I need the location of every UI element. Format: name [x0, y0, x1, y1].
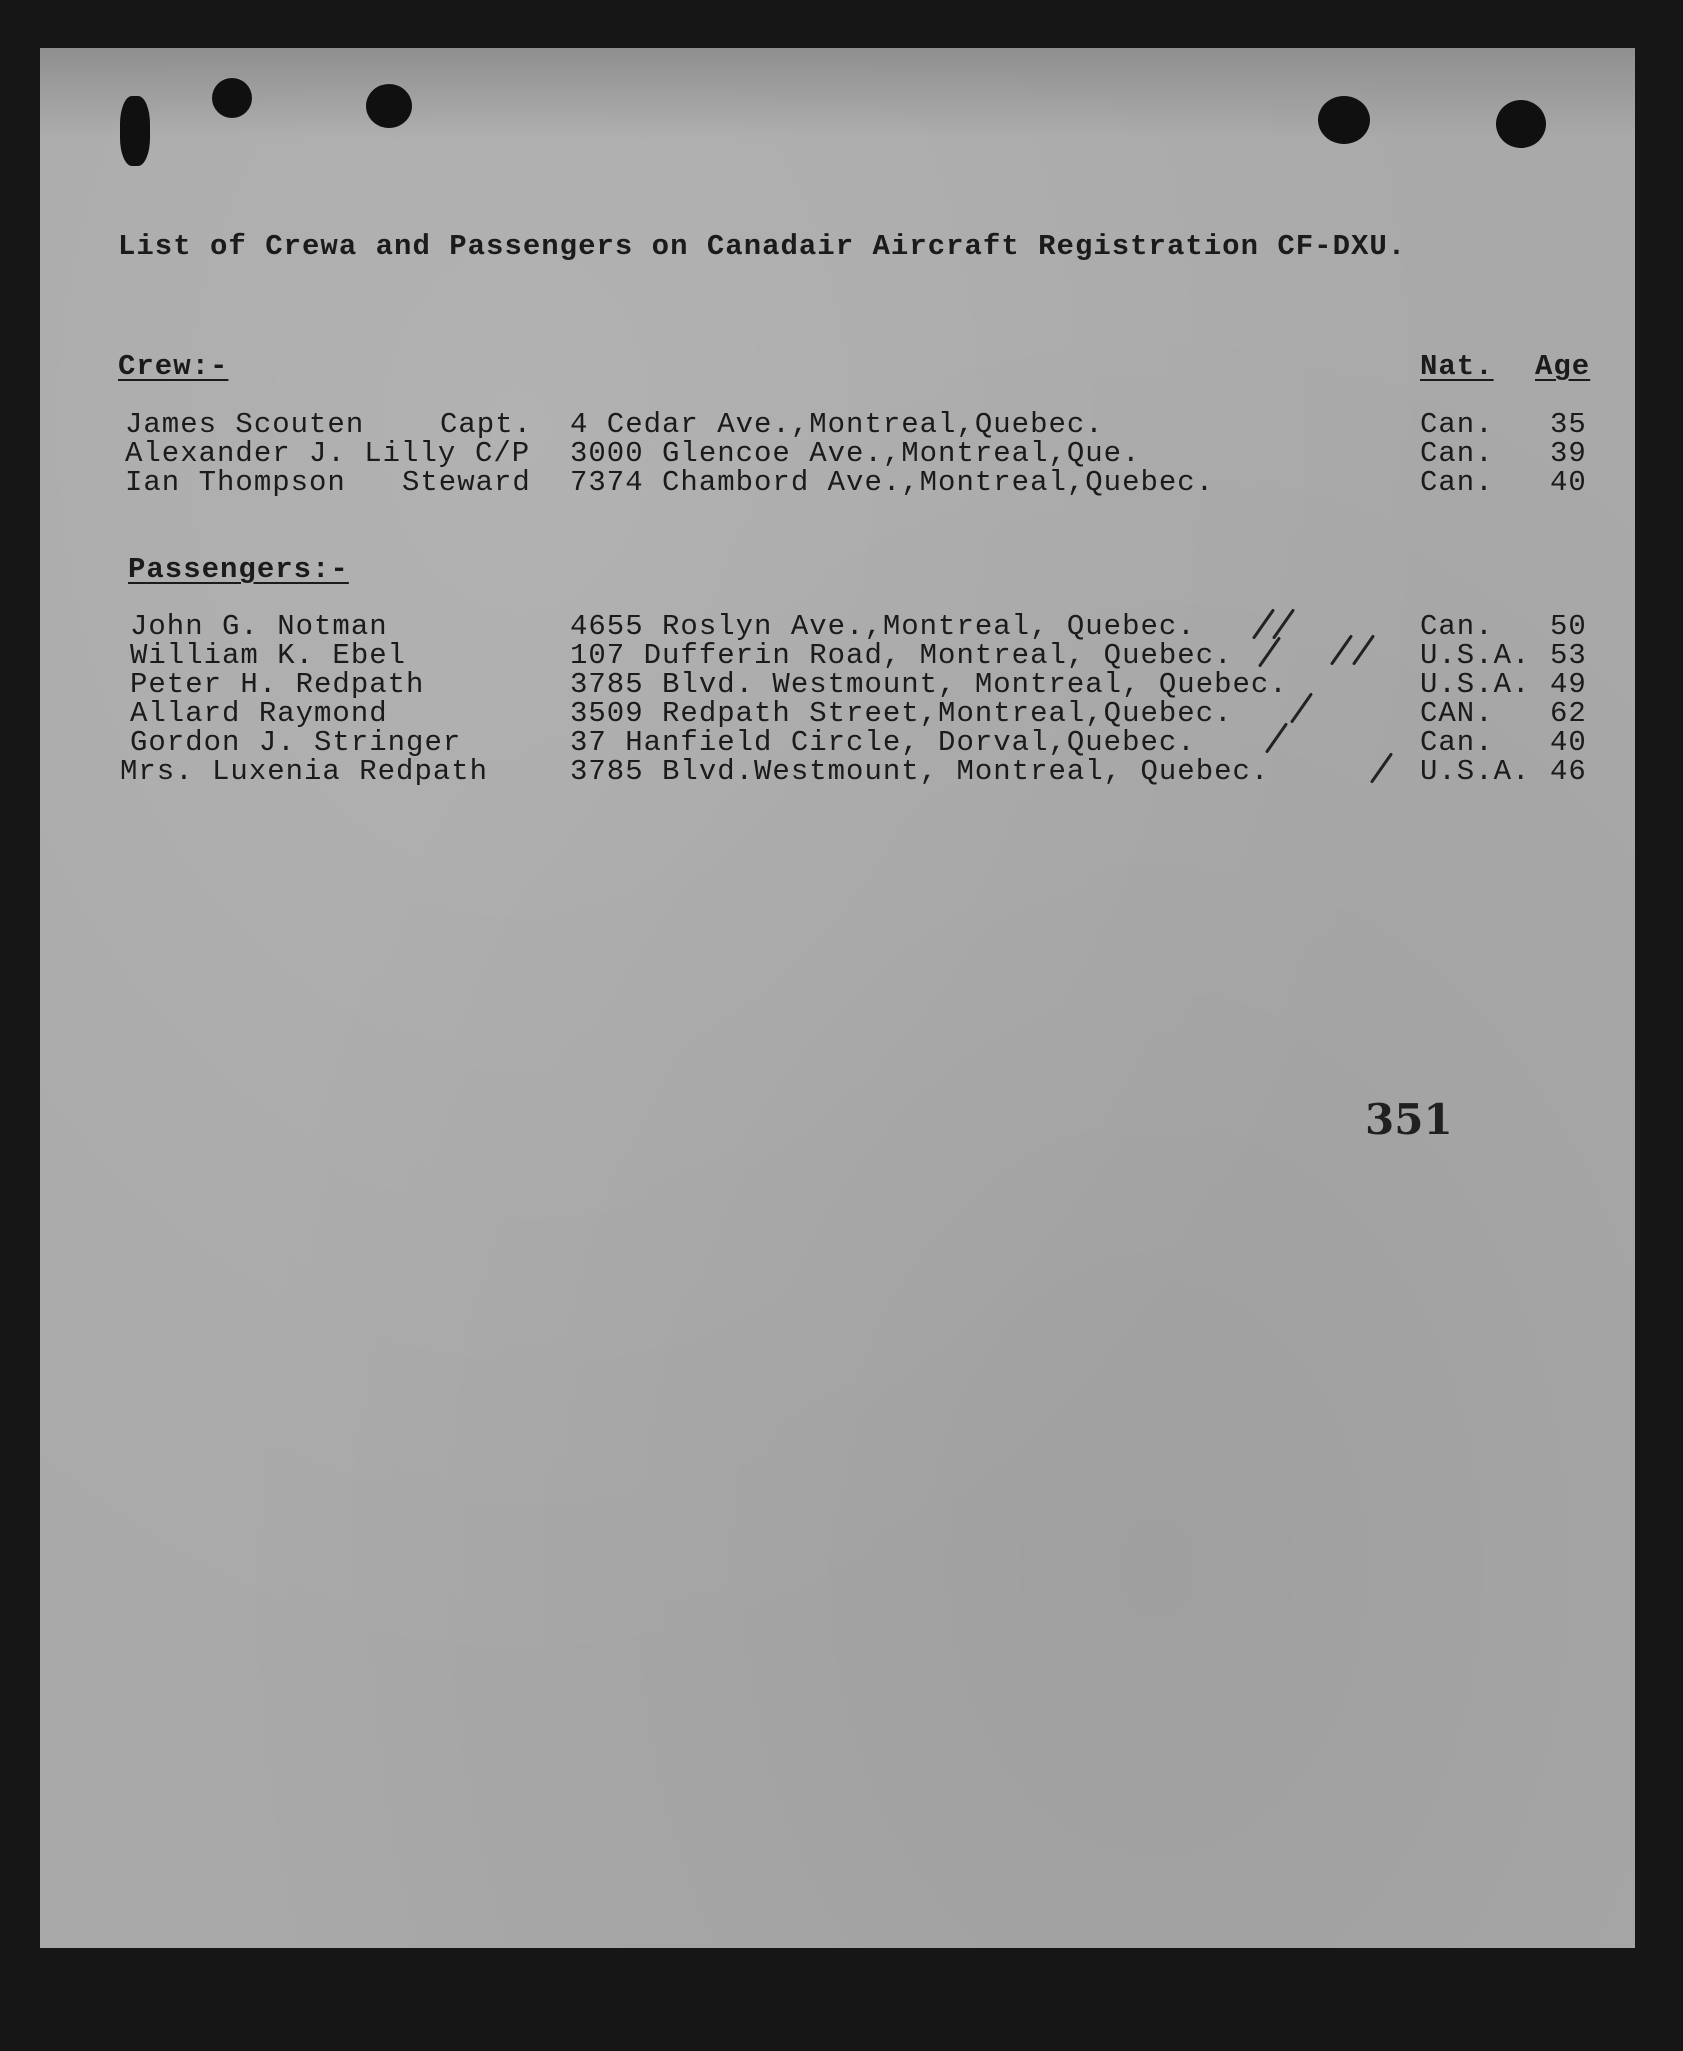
crew-heading: Crew:-	[118, 350, 229, 383]
crew-role: Steward	[402, 466, 531, 499]
passengers-heading: Passengers:-	[128, 553, 349, 586]
passenger-age: 46	[1550, 755, 1587, 788]
passenger-nationality: Can.	[1420, 726, 1494, 759]
passenger-name: William K. Ebel	[130, 639, 407, 672]
passenger-nationality: U.S.A.	[1420, 639, 1531, 672]
crew-name: Ian Thompson	[125, 466, 346, 499]
age-column-heading: Age	[1535, 350, 1591, 383]
crew-nationality: Can.	[1420, 408, 1494, 441]
paper-top-shadow	[40, 48, 1635, 138]
crew-age: 40	[1550, 466, 1587, 499]
punch-hole-2	[366, 84, 412, 128]
torn-edge-left	[120, 96, 150, 166]
nat-column-heading: Nat.	[1420, 350, 1494, 383]
passenger-address: 3785 Blvd. Westmount, Montreal, Quebec.	[570, 668, 1288, 701]
crew-address: 4 Cedar Ave.,Montreal,Quebec.	[570, 408, 1104, 441]
crew-role: C/P	[475, 437, 531, 470]
passenger-name: Peter H. Redpath	[130, 668, 425, 701]
passenger-nationality: U.S.A.	[1420, 755, 1531, 788]
passenger-age: 49	[1550, 668, 1587, 701]
crew-name: James Scouten	[125, 408, 365, 441]
passenger-address: 3509 Redpath Street,Montreal,Quebec.	[570, 697, 1233, 730]
document-page	[40, 48, 1635, 1948]
passenger-age: 40	[1550, 726, 1587, 759]
crew-role: Capt.	[440, 408, 533, 441]
passenger-name: John G. Notman	[130, 610, 388, 643]
passenger-address: 3785 Blvd.Westmount, Montreal, Quebec.	[570, 755, 1270, 788]
page-number: 351	[1365, 1095, 1453, 1144]
crew-name: Alexander J. Lilly	[125, 437, 457, 470]
punch-hole-1	[212, 78, 252, 118]
punch-hole-3	[1318, 96, 1370, 144]
punch-hole-4	[1496, 100, 1546, 148]
passenger-name: Allard Raymond	[130, 697, 388, 730]
passenger-nationality: Can.	[1420, 610, 1494, 643]
crew-address: 7374 Chambord Ave.,Montreal,Quebec.	[570, 466, 1215, 499]
passenger-nationality: CAN.	[1420, 697, 1494, 730]
document-title: List of Crewa and Passengers on Canadair Aircraft Registration CF-DXU.	[118, 230, 1407, 263]
passenger-name: Gordon J. Stringer	[130, 726, 462, 759]
passenger-address: 4655 Roslyn Ave.,Montreal, Quebec.	[570, 610, 1196, 643]
passenger-age: 50	[1550, 610, 1587, 643]
crew-nationality: Can.	[1420, 466, 1494, 499]
passenger-age: 53	[1550, 639, 1587, 672]
crew-address: 3000 Glencoe Ave.,Montreal,Que.	[570, 437, 1141, 470]
passenger-age: 62	[1550, 697, 1587, 730]
crew-age: 39	[1550, 437, 1587, 470]
crew-age: 35	[1550, 408, 1587, 441]
passenger-name: Mrs. Luxenia Redpath	[120, 755, 489, 788]
crew-nationality: Can.	[1420, 437, 1494, 470]
passenger-address: 107 Dufferin Road, Montreal, Quebec.	[570, 639, 1233, 672]
passenger-address: 37 Hanfield Circle, Dorval,Quebec.	[570, 726, 1196, 759]
passenger-nationality: U.S.A.	[1420, 668, 1531, 701]
